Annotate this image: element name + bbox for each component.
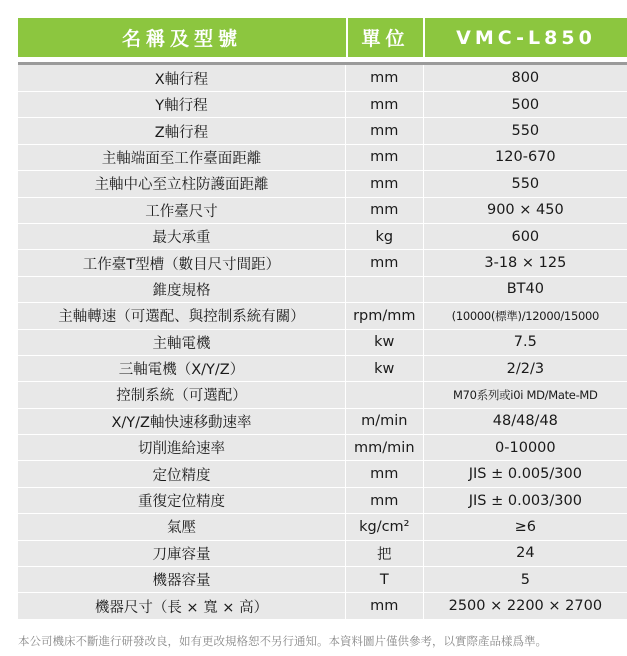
spec-unit: mm [345, 461, 423, 486]
spec-name: 定位精度 [152, 467, 211, 484]
spec-name: 三軸電機（X/Y/Z） [118, 362, 245, 379]
table-row [18, 541, 627, 567]
spec-table [18, 62, 627, 620]
spec-name: 氣壓 [166, 520, 196, 537]
spec-unit [345, 277, 423, 302]
table-row [18, 435, 627, 461]
disclaimer-text: 本公司機床不斷進行研發改良，如有更改規格恕不另行通知。本資料圖片僅供參考，以實際產品樣爲準。 [18, 634, 547, 648]
spec-unit: mm [345, 145, 423, 170]
spec-name: Z軸行程 [154, 124, 209, 141]
header-unit-column: 單位 [348, 18, 423, 57]
spec-value: 3-18 × 125 [423, 250, 627, 275]
spec-name: 主軸端面至工作臺面距離 [101, 150, 262, 167]
spec-name: 控制系統（可選配） [116, 388, 247, 405]
spec-value: 48/48/48 [423, 409, 627, 434]
table-row [18, 250, 627, 276]
spec-value: 2500 × 2200 × 2700 [423, 593, 627, 618]
table-row [18, 330, 627, 356]
table-row [18, 118, 627, 144]
table-row [18, 567, 627, 593]
spec-name: 切削進給速率 [137, 441, 225, 458]
spec-value: 7.5 [423, 330, 627, 355]
spec-value: (10000(標準)/12000/15000 [423, 303, 627, 328]
spec-unit: T [345, 567, 423, 592]
table-row [18, 382, 627, 408]
spec-unit: rpm/mm [345, 303, 423, 328]
spec-value: 2/2/3 [423, 356, 627, 381]
spec-unit: kw [345, 356, 423, 381]
spec-unit: 把 [345, 541, 423, 566]
spec-name: 最大承重 [152, 230, 211, 247]
spec-unit: mm [345, 118, 423, 143]
spec-unit: kg [345, 224, 423, 249]
spec-value: 120-670 [423, 145, 627, 170]
spec-name: 工作臺T型槽（數目尺寸間距） [82, 256, 281, 273]
table-row [18, 92, 627, 118]
table-row [18, 409, 627, 435]
spec-name: 主軸中心至立柱防護面距離 [94, 177, 269, 194]
spec-value: 550 [423, 171, 627, 196]
spec-value: 24 [423, 541, 627, 566]
spec-unit: mm [345, 593, 423, 618]
spec-value: 800 [423, 65, 627, 91]
header-model-column: VMC-L850 [425, 18, 627, 57]
spec-value: 5 [423, 567, 627, 592]
table-header [18, 18, 627, 57]
spec-value: 900 × 450 [423, 198, 627, 223]
table-row [18, 198, 627, 224]
table-row [18, 356, 627, 382]
table-row [18, 593, 627, 619]
spec-unit [345, 382, 423, 407]
spec-unit: kw [345, 330, 423, 355]
spec-value: BT40 [423, 277, 627, 302]
table-row [18, 488, 627, 514]
table-row [18, 461, 627, 487]
table-row [18, 171, 627, 197]
spec-unit: m/min [345, 409, 423, 434]
header-name-column: 名稱及型號 [18, 18, 346, 57]
spec-unit: mm [345, 92, 423, 117]
spec-unit: mm/min [345, 435, 423, 460]
spec-name: 錐度規格 [152, 282, 211, 299]
spec-unit: mm [345, 488, 423, 513]
spec-value: 0-10000 [423, 435, 627, 460]
spec-value: 550 [423, 118, 627, 143]
spec-value: M70系列或i0i MD/Mate-MD [423, 382, 627, 407]
table-row [18, 145, 627, 171]
spec-unit: mm [345, 65, 423, 91]
spec-name: 主軸電機 [152, 335, 211, 352]
table-row [18, 224, 627, 250]
spec-name: X/Y/Z軸快速移動速率 [111, 414, 252, 431]
spec-unit: mm [345, 198, 423, 223]
table-row [18, 514, 627, 540]
spec-name: 機器容量 [152, 573, 211, 590]
spec-value: 500 [423, 92, 627, 117]
spec-name: 主軸轉速（可選配、與控制系統有關） [58, 309, 305, 326]
spec-unit: kg/cm² [345, 514, 423, 539]
table-row [18, 303, 627, 329]
spec-name: Y軸行程 [155, 98, 208, 115]
spec-name: 工作臺尺寸 [145, 203, 218, 220]
spec-name: 刀庫容量 [152, 546, 211, 563]
spec-name: X軸行程 [154, 71, 209, 88]
spec-value: 600 [423, 224, 627, 249]
spec-name: 重復定位精度 [137, 494, 225, 511]
spec-name: 機器尺寸（長 × 寬 × 高） [94, 599, 269, 616]
spec-value: JIS ± 0.005/300 [423, 461, 627, 486]
spec-unit: mm [345, 250, 423, 275]
table-row [18, 277, 627, 303]
spec-unit: mm [345, 171, 423, 196]
spec-value: ≥6 [423, 514, 627, 539]
table-row [18, 62, 627, 92]
spec-value: JIS ± 0.003/300 [423, 488, 627, 513]
